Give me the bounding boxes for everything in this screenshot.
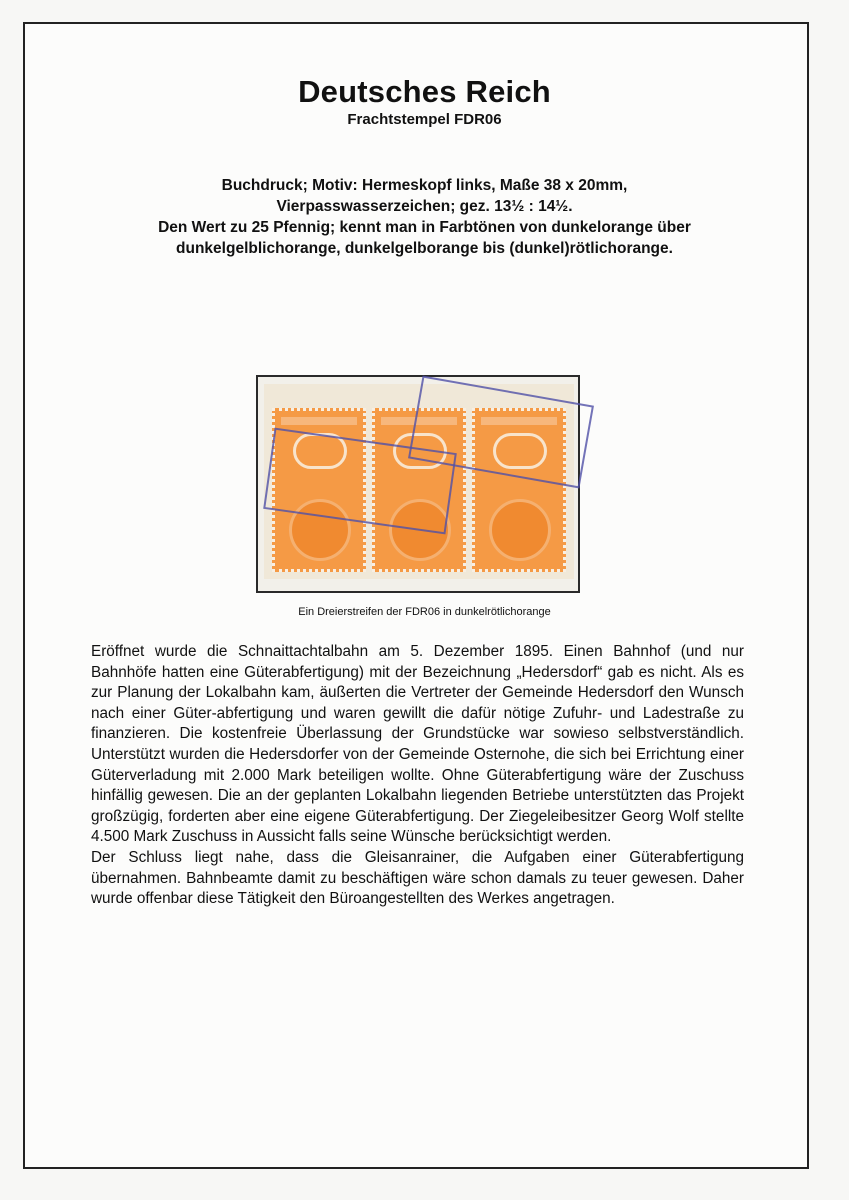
body-paragraph: Eröffnet wurde die Schnaittachtalbahn am 5. Dezember 1895. Einen Bahnhof (und nur Bahnhöfe hatten eine Güterabfertigung) mit der Bezeichnung „Hedersdorf“ gab es nicht. Als es zur Planung der Lokalbahn kam, äußerten die Vertreter der Gemeinde Hedersdorf den Wunsch nach einer Güter-abfertigung und waren gewillt die dafür nötige Zufuhr- und Ladestraße zu finanzieren. Die kostenfreie Überlassung der Grundstücke war sowieso selbstverständlich. Unterstützt wurden die Hedersdorfer von der Gemeinde Osternohe, die sich bei Errichtung einer Güterverladung mit 2.000 Mark beteiligen wollte. Ohne Güterabfertigung wäre der Zuschuss hinfällig gewesen. Die an der geplanten Lokalbahn liegenden Betriebe unterstützten das Projekt großzügig, forderten aber eine eigene Güterabfertigung. Der Ziegeleibesitzer Georg Wolf stellte 4.500 Mark Zuschuss in Aussicht falls seine Wünsche berücksichtigt werden.: [91, 643, 744, 846]
stamp-description: [100, 175, 749, 259]
description-line: Buchdruck; Motiv: Hermeskopf links, Maße 38 x 20mm,: [221, 177, 628, 194]
stamp-strip-image: [264, 384, 574, 579]
description-line: Den Wert zu 25 Pfennig; kennt man in Farbtönen von dunkelorange über: [158, 219, 691, 236]
body-paragraph: Der Schluss liegt nahe, dass die Gleisanrainer, die Aufgaben einer Güterabfertigung übernahmen. Bahnbeamte damit zu beschäftigen wäre schon damals zu teuer gewesen. Daher wurde offenbar diese Tätigkeit den Büroangestellten des Werkes angetragen.: [91, 848, 744, 908]
body-text: [91, 642, 744, 910]
description-line: dunkelgelblichorange, dunkelgelborange bis (dunkel)rötlichorange.: [176, 240, 673, 257]
page-subtitle: Frachtstempel FDR06: [347, 111, 502, 128]
image-caption: Ein Dreierstreifen der FDR06 in dunkelrötlichorange: [298, 606, 551, 618]
hermes-head-icon: [489, 499, 551, 561]
page-title: Deutsches Reich: [298, 74, 551, 109]
description-line: Vierpasswasserzeichen; gez. 13½ : 14½.: [276, 198, 573, 215]
